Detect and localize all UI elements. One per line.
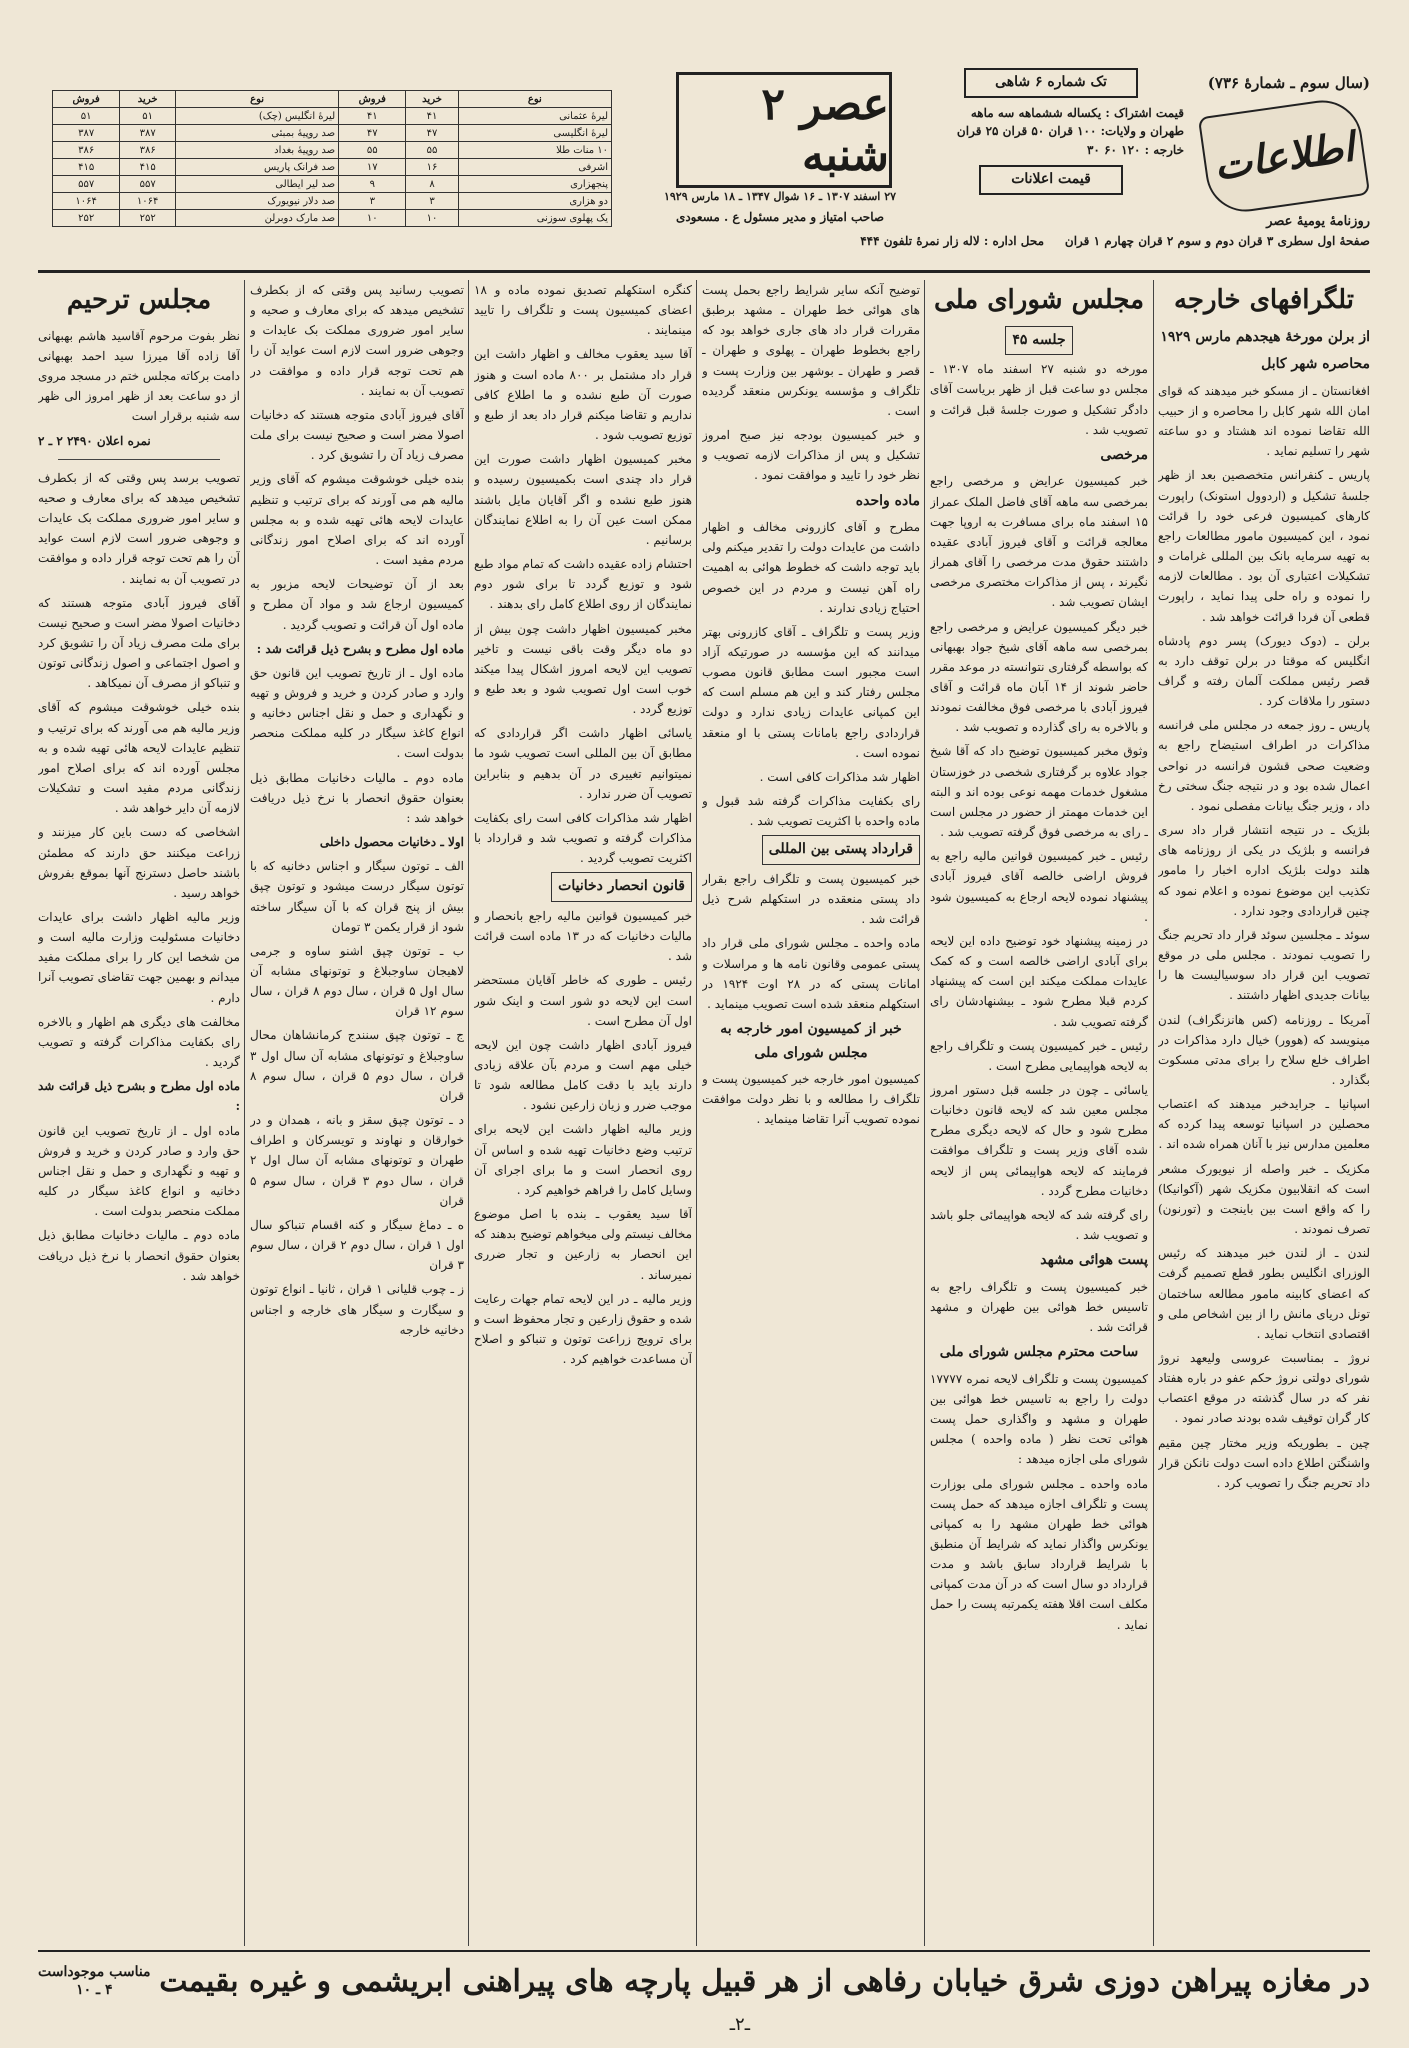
exchange-cell: ۱۰ منات طلا [458, 142, 611, 159]
article-paragraph: اظهار شد مذاکرات کافی است . [759, 769, 920, 784]
footer-advertisement [38, 1956, 1370, 2006]
subhead-foreign-affairs: خبر از کمیسیون امور خارجه به مجلس شورای ملی [720, 1021, 902, 1061]
article-paragraph: آقای فیروز آبادی متوجه هستند که دخانیات اصولا مضر است و صحیح نیست برای ملت مصرف زیاد آن را تشویق کرد و اصول اجتماعی و اصول زندگانی توتون و تنباکو از مصرف آن نمیکاهد . [38, 595, 240, 691]
exchange-cell: ۹ [339, 176, 406, 193]
masthead-rule [38, 270, 1370, 273]
date-line: ۲۷ اسفند ۱۳۰۷ ـ ۱۶ شوال ۱۳۴۷ ـ ۱۸ مارس ۱۹۲۹ [663, 190, 897, 203]
exchange-header-row [53, 91, 612, 108]
article-paragraph: الف ـ توتون سیگار و اجناس دخانیه که با توتون سیگار درست میشود و توتون چپق بیش از پنج قران که با آن سیگار ساخته شود از قرار یکمن ۳ تومان [250, 859, 464, 934]
article-paragraph: د ـ توتون چپق سقز و بانه ، همدان و در خوارقان و نهاوند و تویسرکان و اطراف طهران و توتونهای مشابه آن سال اول ۲ قران ، سال دوم ۳ قران ، سال سوم ۵ قران [250, 1113, 464, 1208]
exchange-cell: ۸ [406, 176, 458, 193]
article-paragraph: ماده واحده ـ مجلس شورای ملی قرار داد پستی عمومی وقانون نامه ها و مراسلات و امانات پستی که در ۲۸ اوت ۱۹۲۴ در استکهلم منعقد شده است تصویب مینماید . [702, 936, 920, 1011]
article-paragraph: اسپانیا ـ جرایدخبر میدهند که اعتصاب محصلین در اسپانیا توسعه پیدا کرده که معلمین مدارس نیز با آنان همراه شده اند . [1158, 1097, 1370, 1152]
column-divider [924, 280, 925, 1946]
article-paragraph: احتشام زاده عقیده داشت که تمام مواد طبع شود و توزیع گردد تا برای شور دوم نمایندگان از روی اطلاع کامل رای بدهند . [474, 557, 692, 612]
article-paragraph: خبر دیگر کمیسیون عرایض و مرخصی راجع بمرخصی سه ماهه آقای شیخ جواد بهبهانی که بواسطه گرفتاری نتوانسته در موعد مقرر حاضر شوند از ۱۴ آبان ماه قرائت و آقای فیروز آبادی با مرخصی فوق مخالفت نمودند و بالاخره به رای گذارده و تصویب شد . [930, 619, 1148, 735]
exchange-cell: ۵۵۷ [120, 176, 176, 193]
headline-foreign-telegrams: تلگرافهای خارجه [1173, 285, 1355, 315]
article-paragraph: کمیسیون پست و تلگراف لایحه نمره ۱۷۷۷۷ دولت را راجع به تاسیس خط هوائی بین طهران و مشهد و واگذاری حمل پست هوائی تحت نظر ( ماده واحده ) مجلس شورای ملی اجازه میدهد : [930, 1371, 1148, 1467]
subscription-box [918, 68, 1184, 201]
article-paragraph: مخبر کمیسیون اظهار داشت چون بیش از دو ماه دیگر وقت باقی نیست و تاخیر تصویب این لایحه امروز اشکال پیدا میکند خوب است اول تصویب شود و بعد طبع و توزیع گردد . [474, 621, 692, 717]
subhead-tobacco-monopoly [474, 872, 692, 902]
article-paragraph: مخبر کمیسیون اظهار داشت صورت این قرار داد چندی است بکمیسیون رسیده و هنوز طبع نشده و اگر آقایان مایل باشند ممکن است عین آن را به اطلاع نمایندگان برسانیم . [474, 452, 692, 547]
exchange-header: فروش [339, 91, 406, 108]
article-paragraph: آقای فیروز آبادی متوجه هستند که دخانیات اصولا مضر است و صحیح نیست برای ملت مصرف زیاد آن را تشویق کرد . [250, 407, 464, 463]
exchange-cell: ۲۵۲ [53, 210, 120, 227]
subhead-leave: مرخصی [1100, 446, 1148, 463]
column-divider [1153, 280, 1154, 1946]
article-paragraph: ز ـ چوب قلیانی ۱ قران ، ثانیا ـ انواع توتون و سیگارت و سیگار های خارجه و اجناس دخانیه خارجه [250, 1282, 464, 1337]
headline-parliament: مجلس شورای ملی [933, 285, 1145, 315]
article-paragraph: ماده اول ـ از تاریخ تصویب این قانون حق وارد و صادر کردن و خرید و فروش و تهیه و نگهداری و حمل و نقل اجناس دخانیه و انواع کاغذ سیگار در کلیه مملکت منحصر بدولت است . [38, 1123, 240, 1219]
headline-memorial: مجلس ترحیم [66, 285, 212, 315]
section-divider [58, 459, 220, 460]
exchange-row [53, 125, 612, 142]
subscription-abroad: خارجه : ۱۲۰ ۶۰ ۳۰ [1086, 142, 1184, 157]
article-paragraph: مطرح و آقای کازرونی مخالف و اظهار داشت من عایدات دولت را تقدیر میکنم ولی باید توجه داشت که خطوط هوائی به اهمیت راه آهن نیست و مردم در این خصوص احتیاج زیادی ندارند . [702, 520, 920, 615]
day-title: عصر ۲ شنبه [676, 72, 892, 188]
article-paragraph: مخالفت های دیگری هم اظهار و بالاخره رای بکفایت مذاکرات گرفته و تصویب گردید . [38, 1014, 240, 1070]
exchange-row [53, 193, 612, 210]
exchange-cell: ۴۱۵ [53, 159, 120, 176]
column-5 [250, 280, 464, 1946]
article-paragraph: رای گرفته شد که لایحه هواپیمائی جلو باشد و تصویب شد . [930, 1207, 1148, 1243]
article-paragraph: وثوق مخبر کمیسیون توضیح داد که آقا شیخ جواد علاوه بر گرفتاری شخصی در خوزستان مشغول خدمات مهمه نوعی بوده اند و البته این خدمات مهمتر از حضور در مجلس است ـ رای به مرخصی فوق گرفته تصویب شد . [930, 744, 1148, 840]
exchange-cell: ۴۷ [406, 125, 458, 142]
article-paragraph: رئیس ـ خبر کمیسیون پست و تلگراف راجع به لایحه هواپیمایی مطرح است . [930, 1038, 1148, 1073]
article-paragraph: رئیس ـ خبر کمیسیون قوانین مالیه راجع به فروش اراضی خالصه آقای فیروز آبادی پیشنهاد نموده لایحه ارجاع به کمیسیون شود . [930, 849, 1148, 924]
article-paragraph: وزیر مالیه اظهار داشت برای عایدات دخانیات مسئولیت وزارت مالیه است و من شخصا این کار را برای مملکت مفید میدانم و بهمین جهت تقاضای تصویب آنرا دارم . [38, 910, 240, 1005]
article-paragraph: کنگره استکهلم تصدیق نموده ماده و ۱۸ اعضای کمیسیون پست و تلگراف را تایید مینمایند . [474, 283, 692, 338]
column-4 [474, 280, 692, 1946]
article-paragraph: خبر کمیسیون پست و تلگراف راجع بقرار داد پستی منعقده در استکهلم شرح ذیل قرائت شد . [702, 871, 920, 927]
notice-number: نمره اعلان ۲۴۹۰ ۲ ـ ۲ [38, 433, 151, 448]
exchange-cell: لیرهٔ عثمانی [458, 108, 611, 125]
article-paragraph: ماده واحده ـ مجلس شورای ملی بوزارت پست و تلگراف اجازه میدهد که حمل پست هوائی خط طهران مشهد را به کمپانی یونکرس واگذار نماید که شرایط آن منطبق با شرایط قرارداد سابق باشد و مدت قرارداد دو سال است که در آن مدت کمپانی مکلف است اقلا هفته یکمرتبه پست را حمل نماید . [930, 1476, 1148, 1632]
exchange-table [52, 90, 612, 227]
article-paragraph: رئیس ـ طوری که خاطر آقایان مستحضر است این لایحه دو شور است و اینک شور اول آن مطرح است . [474, 973, 692, 1028]
article-paragraph: ماده اول مطرح و بشرح ذیل قرائت شد : [256, 641, 464, 656]
article-paragraph: اظهار شد مذاکرات کافی است رای بکفایت مذاکرات گرفته و تصویب شد و قرارداد با اکثریت تصویب گردید . [474, 810, 692, 866]
column-divider [696, 280, 697, 1946]
article-paragraph: رای بکفایت مذاکرات گرفته شد قبول و ماده واحده با اکثریت تصویب شد . [702, 794, 920, 829]
article-paragraph: ب ـ توتون چپق اشنو ساوه و جرمی لاهیجان ساوجبلاغ و توتونهای مشابه آن سال اول ۵ قران ، سال دوم ۸ قران ، سال سوم ۱۲ قران [250, 943, 464, 1019]
exchange-cell: ۱۰ [406, 210, 458, 227]
article-paragraph: بنده خیلی خوشوقت میشوم که آقای وزیر مالیه هم می آورند که برای ترتیب و تنظیم عایدات لایحه هائی تهیه شده و به مجلس آورده اند که برای اصلاح امور زندگانی مردم مفید است . [250, 472, 464, 568]
subscription-tehran: طهران و ولایات: ۱۰۰ قران ۵۰ قران ۲۵ قران [956, 124, 1184, 139]
exchange-row [53, 142, 612, 159]
office-line: محل اداره : لاله زار نمرهٔ تلفون ۴۴۴ [860, 234, 1044, 248]
article-paragraph: وزیر پست و تلگراف ـ آقای کازرونی بهتر میدانند که این مؤسسه در صورتیکه آزاد است مجبور است مطابق قانون مصوب مجلس رفتار کند و این هم مسلم است که این کمپانی عایدات زیادی ندارد و دولت قراردادی راجع بامانات پستی با او منعقد نموده است . [702, 624, 920, 760]
footer-ad-tail [38, 1963, 151, 1999]
column-divider [468, 280, 469, 1946]
exchange-cell: لیرهٔ انگلیسی [458, 125, 611, 142]
article-paragraph: بنده خیلی خوشوقت میشوم که آقای وزیر مالیه هم می آورند که برای ترتیب و تنظیم عایدات لایحه هائی تهیه شده و به مجلس آورده اند که برای اصلاح امور زندگانی مردم مفید است و تشکیلات لازمه آن دایر خواهد شد . [38, 700, 240, 816]
article-paragraph: بلژیک ـ در نتیجه انتشار قرار داد سری فرانسه و بلژیک در یکی از روزنامه های هلند دولت بلژیک اداره اخبار را مامور تکذیب این موضوع نموده و اعلام نمود که چنین قراردادی وجود ندارد . [1158, 823, 1370, 918]
exchange-cell: ۳۸۶ [120, 142, 176, 159]
session-label [930, 326, 1148, 356]
article-paragraph: وزیر مالیه ـ در این لایحه تمام جهات رعایت شده و حقوق زارعین و تجار محفوظ است و برای ترویج زراعت توتون و تنباکو و اصلاح آن مساعدت خواهیم کرد . [474, 1291, 692, 1367]
exchange-header: فروش [53, 91, 120, 108]
exchange-row [53, 159, 612, 176]
exchange-cell: ۵۱ [120, 108, 176, 125]
exchange-cell: ۵۱ [53, 108, 120, 125]
article-paragraph: در زمینه پیشنهاد خود توضیح داده این لایحه برای آبادی اراضی خالصه است و که کمک عایدات مملکت میکند این است که پیشنهاد کردم قبلا مطرح شود ـ بیشنهادشان رای گرفته تصویب شد . [930, 933, 1148, 1029]
article-paragraph: تصویب برسد پس وقتی که از بکطرف تشخیص میدهد که برای معارف و صحیه و سایر امور ضروری مملکت بک عایدات و وجوهی ضرور است لازم است عواید آن را هم تحت توجه قرار داده و موافقت در تصویب آن به نمایند . [38, 470, 240, 586]
exchange-cell: صد فرانک پاریس [176, 159, 339, 176]
exchange-cell: ۱۰ [339, 210, 406, 227]
exchange-header: خرید [406, 91, 458, 108]
ads-price-text: صفحهٔ اول سطری ۳ قران دوم و سوم ۲ قران چهارم ۱ قران [1064, 234, 1370, 248]
session-number: جلسه ۴۵ [1005, 326, 1072, 356]
article-paragraph: یاسائی اظهار داشت اگر قراردادی که مطابق آن بین المللی است تصویب شود ما نمیتوانیم تغییری در آن بدهیم و بنابراین تصویب آن ضرر ندارد . [474, 726, 692, 801]
article-paragraph: ه ـ دماغ سیگار و کنه اقسام تنباکو سال اول ۱ قران ، سال دوم ۲ قران ، سال سوم ۳ قران [250, 1217, 464, 1273]
article-paragraph: خبر کمیسیون پست و تلگراف راجع به تاسیس خط هوائی بین طهران و مشهد قرائت شد . [930, 1279, 1148, 1335]
exchange-cell: ۴۱ [339, 108, 406, 125]
exchange-cell: اشرفی [458, 159, 611, 176]
article-paragraph: اولا ـ دخانیات محصول داخلی [319, 835, 464, 850]
exchange-cell: ۳ [406, 193, 458, 210]
article-paragraph: خبر کمیسیون قوانین مالیه راجع بانحصار و مالیات دخانیات که در ۱۳ ماده است قرائت شد . [474, 908, 692, 964]
exchange-cell: صد مارک دوبرلن [176, 210, 339, 227]
exchange-row [53, 176, 612, 193]
article-paragraph: آقا سید یعقوب ـ بنده با اصل موضوع مخالف نیستم ولی میخواهم توضیح بدهند که این انحصار به زارعین و تجار ضرری نمیرساند . [474, 1207, 692, 1282]
exchange-cell: صد روپیهٔ بمبئی [176, 125, 339, 142]
subhead-single-article: ماده واحده [855, 492, 920, 509]
article-paragraph: برلن ـ (دوک دیورک) پسر دوم پادشاه انگلیس که موقتا در برلن توقف دارد به قصر رئیس مملکت آلمان رفته و گراف دستور را ملاقات کرد . [1158, 633, 1370, 709]
exchange-cell: ۱۷ [339, 159, 406, 176]
article-paragraph: ماده دوم ـ مالیات دخانیات مطابق ذیل بعنوان حقوق انحصار با نرخ ذیل دریافت خواهد شد : [250, 770, 464, 825]
exchange-cell: ۵۵ [406, 142, 458, 159]
exchange-cell: ۳۸۷ [53, 125, 120, 142]
article-paragraph: بعد از آن توضیحات لایحه مزبور به کمیسیون ارجاع شد و مواد آن مطرح و ماده اول آن قرائت و تصویب گردید . [250, 577, 464, 632]
owner-line: صاحب امتیاز و مدیر مسئول ع . مسعودی [675, 210, 885, 224]
article-paragraph: نروژ ـ بمناسبت عروسی ولیعهد نروژ شورای دولتی نروژ حکم عفو در باره هفتاد نفر که در سال گذشته در موقع اعتصاب کار گران توقیف شده بودند صادر نمود . [1158, 1351, 1370, 1426]
page-number: ـ۲ـ [729, 2014, 750, 2035]
article-paragraph: افغانستان ـ از مسکو خبر میدهند که قوای امان الله شهر کابل را محاصره و از حبیب الله تقاضا نموده اند هشتاد و دو ساعته شهر را تسلیم نماید . [1158, 383, 1370, 459]
exchange-header: نوع [176, 91, 339, 108]
footer-ad-tail-1: مناسب موجوداست [38, 1963, 151, 1980]
article-paragraph: توضیح آنکه سایر شرایط راجع بحمل پست های هوائی خط طهران ـ مشهد برطبق مقررات قرار داد های جاری خواهد بود که راجع بخطوط طهران ـ پهلوی و طهران ـ قصر و طهران ـ بوشهر بین وزارت پست و تلگراف و مؤسسه یونکرس منعقد گردیده است . [702, 283, 920, 418]
exchange-cell: ۴۱۵ [120, 159, 176, 176]
exchange-cell: پنجهزاری [458, 176, 611, 193]
subhead-parliament-address: ساحت محترم مجلس شورای ملی [939, 1344, 1139, 1361]
column-parliament [930, 280, 1148, 1946]
footer-ad-text: در مغازه پیراهن دوزی شرق خیابان رفاهی از هر قبیل پارچه های پیراهنی ابریشمی و غیره بقیمت [159, 1963, 1370, 1999]
article-paragraph: مورخه دو شنبه ۲۷ اسفند ماه ۱۳۰۷ ـ مجلس دو ساعت قبل از ظهر بریاست آقای دادگر تشکیل و صورت جلسهٔ قبل قرائت و تصویب شد . [930, 362, 1148, 437]
single-copy-price: تک شماره ۶ شاهی [964, 68, 1138, 98]
newspaper-page [38, 66, 1370, 2035]
exchange-cell: ۱۰۶۴ [53, 193, 120, 210]
issue-label: (سال سوم ـ شمارهٔ ۷۳۶) [1207, 74, 1370, 92]
article-paragraph: کمیسیون امور خارجه خبر کمیسیون پست و تلگراف را مطالعه و با نظر دولت موافقت نموده تصویب آنرا تقاضا مینماید . [702, 1072, 920, 1127]
article-paragraph: خبر کمیسیون عرایض و مرخصی راجع بمرخصی سه ماهه آقای فاضل الملک عمراز ۱۵ اسفند ماه برای مسافرت به اروپا جهت معالجه قرائت و آقای فیروز آبادی عقیده داشتند حقوق مدت مرخصی را آقای همراز نگیرند ، پس از مذاکرات مختصری مرخصی ایشان تصویب شد . [930, 474, 1148, 610]
article-paragraph: تصویب رسانید پس وقتی که از بکطرف تشخیص میدهد که برای معارف و صحیه و سایر امور ضروری مملکت بک عایدات و وجوهی ضرور است لازم است عواید آن را هم تحت توجه قرار داده و موافقت در تصویب آن به نمایند . [250, 283, 464, 398]
masthead [38, 66, 1370, 268]
exchange-cell: لیرهٔ انگلیس (چک) [176, 108, 339, 125]
logo: اطلاعات [1198, 95, 1370, 216]
article-paragraph: مکزیک ـ خبر واصله از نیویورک مشعر است که انقلابیون مکزیک شهر (آکوانیکا) را که واقع است بین باینجت و (تورنون) تصرف نمودند . [1158, 1161, 1370, 1237]
exchange-cell: ۳۸۶ [53, 142, 120, 159]
exchange-cell: ۴۱ [406, 108, 458, 125]
exchange-cell: صد روپیهٔ بغداد [176, 142, 339, 159]
exchange-cell: دو هزاری [458, 193, 611, 210]
exchange-row [53, 108, 612, 125]
subhead-mashhad-airmail: پست هوائی مشهد [1040, 1252, 1148, 1269]
article-paragraph: لندن ـ از لندن خبر میدهند که رئیس الوزرای انگلیس بطور قطع تصمیم گرفت که اعضای کابینه مامور مطالعه ساختمان تونل دریای مانش را از بین اشخاص ملی و اقتصادی انتخاب نماید . [1158, 1246, 1370, 1341]
exchange-cell: ۳۸۷ [120, 125, 176, 142]
column-divider [244, 280, 245, 1946]
ads-price-line [570, 234, 1370, 248]
article-paragraph: اشخاصی که دست باین کار میزنند و زراعت میکنند حق دارند که مطمئن باشند حاصل دسترنج آنها بموقع بفروش خواهد رسید . [38, 825, 240, 900]
article-paragraph: ماده دوم ـ مالیات دخانیات مطابق ذیل بعنوان حقوق انحصار با نرخ ذیل دریافت خواهد شد . [38, 1228, 240, 1283]
column-foreign-telegrams [1158, 280, 1370, 1946]
article-paragraph: و خبر کمیسیون بودجه نیز صبح امروز تشکیل و پس از مذاکرات لازمه تصویب و نظر خود را تایید و موافقت نمود . [702, 428, 920, 483]
exchange-cell: ۳ [339, 193, 406, 210]
exchange-cell: یک پهلوی سوزنی [458, 210, 611, 227]
subhead-postal-treaty [702, 835, 920, 865]
exchange-cell: ۱۰۶۴ [120, 193, 176, 210]
exchange-header: نوع [458, 91, 611, 108]
exchange-cell: ۵۵ [339, 142, 406, 159]
subhead-berlin: از برلن مورخهٔ هیجدهم مارس ۱۹۲۹ [1160, 328, 1370, 345]
article-paragraph: وزیر مالیه اظهار داشت این لایحه برای ترتیب وضع دخانیات تهیه شده و اساس آن روی انحصار است و ما برای اجرای آن وسایل کامل را فراهم خواهیم کرد . [474, 1122, 692, 1197]
postal-treaty-title: قرارداد پستی بین المللی [762, 835, 920, 865]
tobacco-monopoly-title: قانون انحصار دخانیات [551, 872, 692, 902]
article-paragraph: یاسائی ـ چون در جلسه قبل دستور امروز مجلس معین شد که لایحه قانون دخانیات مطرح شود و حال که لایحه دیگری مطرح شده آقای وزیر پست و تلگراف موافقت فرمایند که لایحه هواپیمائی پس از لایحه دخانیات مطرح گردد . [930, 1082, 1148, 1198]
article-paragraph: چین ـ بطوریکه وزیر مختار چین مقیم واشنگتن اطلاع داده است دولت نانکن قرار داد تحریم جنگ را تصویب کرد . [1158, 1435, 1370, 1490]
column-6 [38, 280, 240, 1946]
article-paragraph: پاریس ـ روز جمعه در مجلس ملی فرانسه مذاکرات در اطراف استیضاح راجع به وضعیت صحی قشون فرانسه در نواحی اعمال شده بود و در نتیجه جنگ سختی رخ داد ، وزیر جنگ بیانات مفصلی نمود . [1158, 718, 1370, 813]
memorial-notice: نظر بفوت مرحوم آقاسید هاشم بهبهانی آقا زاده آقا میرزا سید احمد بهبهانی دامت برکاته مجلس ختم در مسجد مروی از دو ساعت بعد از ظهر امروز الی ظهر سه شنبه برقرار است [38, 328, 240, 424]
article-paragraph: ماده اول مطرح و بشرح ذیل قرائت شد : [38, 1079, 240, 1114]
article-paragraph: ماده اول ـ از تاریخ تصویب این قانون حق وارد و صادر کردن و خرید و فروش و تهیه و نگهداری و حمل و نقل اجناس دخانیه و انواع کاغذ سیگار در کلیه مملکت منحصر بدولت است . [250, 665, 464, 761]
article-paragraph: فیروز آبادی اظهار داشت چون این لایحه خیلی مهم است و مردم بآن علاقه زیادی دارند باید با دقت کامل مطالعه شود تا موجب ضرر و زیان زارعین نشود . [474, 1037, 692, 1113]
exchange-row [53, 210, 612, 227]
subhead-kabul: محاصره شهر کابل [1261, 356, 1370, 373]
logo-tagline: روزنامهٔ یومیهٔ عصر [1266, 214, 1370, 229]
article-paragraph: پاریس ـ کنفرانس متخصصین بعد از ظهر جلسهٔ تشکیل و (اردوول استونک) راپورت کارهای کمیسیون فرعی خود را قرائت نمود ، این کمیسیون مامور مطالعات راجع به تهیه سرمایه بانک بین المللی غرامات و تشکیلات اعتباری آن بود . مطالعات لازمه را نموده و راه حلی پیدا نماید ، راپورت قطعی آن فردا قرائت خواهد شد . [1158, 468, 1370, 624]
column-3 [702, 280, 920, 1946]
article-paragraph: سوئد ـ مجلسین سوئد قرار داد تحریم جنگ را تصویب نمودند . مجلس ملی در موقع تصویب این قرار داد سوسیالیست ها را بیانات جدیدی اظهار داشتند . [1158, 927, 1370, 1003]
article-paragraph: آمریکا ـ روزنامه (کس هانزنگراف) لندن مینویسد که (هوور) خیال دارد مذاکرات در اطراف خلع سلاح را برای مدتی مسکوت بگذارد . [1158, 1012, 1370, 1087]
article-paragraph: ج ـ توتون چپق سنندج کرمانشاهان محال ساوجبلاغ و توتونهای مشابه آن سال اول ۳ قران ، سال دوم ۵ قران ، سال سوم ۸ قران [250, 1028, 464, 1103]
article-paragraph: آقا سید یعقوب مخالف و اظهار داشت این قرار داد مشتمل بر ۸۰۰ ماده است و هنوز صورت آن طبع نشده و ما اطلاع کافی نداریم و تقاضا میکنم قرار داد بعد از طبع و توزیع تصویب شود . [474, 347, 692, 443]
exchange-cell: ۱۶ [406, 159, 458, 176]
exchange-header: خرید [120, 91, 176, 108]
subscription-line: قیمت اشتراک : یکساله ششماهه سه ماهه [970, 105, 1184, 120]
exchange-cell: ۵۵۷ [53, 176, 120, 193]
footer-rule [38, 1950, 1370, 1952]
ads-price-title: قیمت اعلانات [979, 165, 1123, 195]
exchange-cell: ۴۷ [339, 125, 406, 142]
exchange-cell: ۲۵۲ [120, 210, 176, 227]
footer-ad-tail-2: ۴ ـ ۱۰ [76, 1982, 113, 1998]
exchange-cell: صد لیر ایطالی [176, 176, 339, 193]
exchange-cell: صد دلار نیویورک [176, 193, 339, 210]
